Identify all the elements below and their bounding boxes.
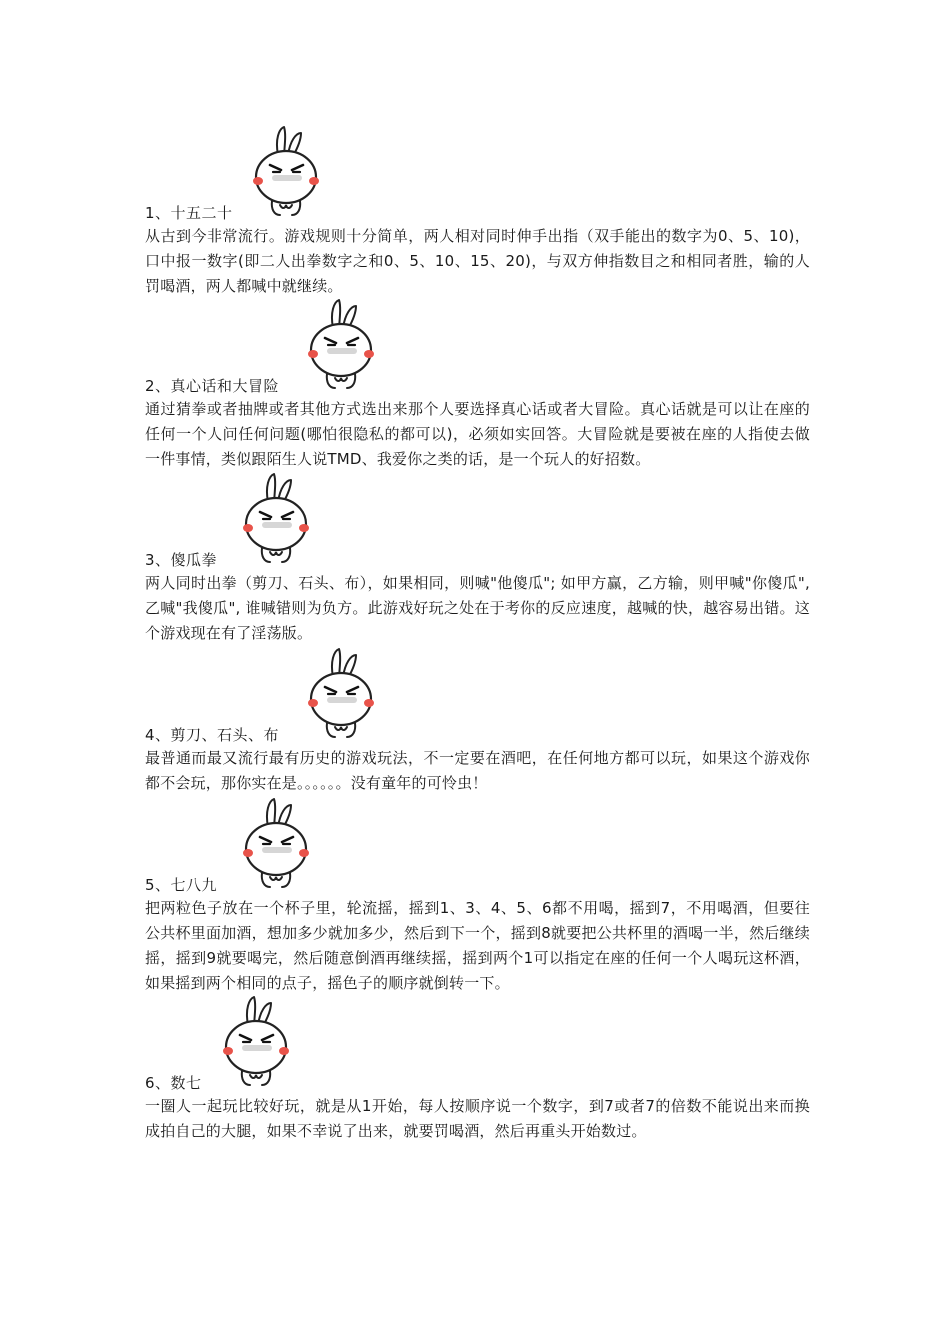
- section-6: [145, 995, 810, 1155]
- section-heading: 3、傻瓜拳: [145, 551, 218, 569]
- section-body: 从古到今非常流行。游戏规则十分简单，两人相对同时伸手出指（双手能出的数字为0、5、10)，口中报一数字(即二人出拳数字之和0、5、10、15、20)，与双方伸指数目之和相同者胜，输的人罚喝酒，两人都喊中就继续。: [145, 227, 810, 295]
- section-body: 两人同时出拳（剪刀、石头、布），如果相同，则喊"他傻瓜"; 如甲方赢，乙方输，则甲喊"你傻瓜", 乙喊"我傻瓜", 谁喊错则为负方。此游戏好玩之处在于考你的反应速度，越喊的快，越容易出错。这个游戏现在有了淫荡版。: [145, 574, 810, 642]
- section-5: [145, 797, 810, 997]
- section-heading: 2、真心话和大冒险: [145, 377, 280, 395]
- section-4: [145, 647, 810, 797]
- section-body: 一圈人一起玩比较好玩，就是从1开始，每人按顺序说一个数字，到7或者7的倍数不能说出来而换成拍自己的大腿，如果不幸说了出来，就要罚喝酒，然后再重头开始数过。: [145, 1097, 810, 1140]
- section-heading: 5、七八九: [145, 876, 218, 894]
- section-body: 最普通而最又流行最有历史的游戏玩法，不一定要在酒吧，在任何地方都可以玩，如果这个游戏你都不会玩，那你实在是。。。。。。没有童年的可怜虫！: [145, 749, 810, 792]
- section-1: [145, 125, 810, 300]
- section-heading: 1、十五二十: [145, 204, 233, 222]
- section-body: 通过猜拳或者抽牌或者其他方式选出来那个人要选择真心话或者大冒险。真心话就是可以让在座的任何一个人问任何问题(哪怕很隐私的都可以)，必须如实回答。大冒险就是要被在座的人指使去做一件事情，类似跟陌生人说TMD、我爱你之类的话，是一个玩人的好招数。: [145, 400, 810, 468]
- rabbit-sticker-icon: [238, 797, 310, 889]
- rabbit-sticker-icon: [218, 995, 290, 1087]
- section-2: [145, 298, 810, 473]
- section-body: 把两粒色子放在一个杯子里，轮流摇，摇到1、3、4、5、6都不用喝，摇到7，不用喝酒，但要往公共杯里面加酒，想加多少就加多少，然后到下一个，摇到8就要把公共杯里的酒喝一半，然后继续摇，摇到9就要喝完，然后随意倒酒再继续摇，摇到两个1可以指定在座的任何一个人喝玩这杯酒，如果摇到两个相同的点子，摇色子的顺序就倒转一下。: [145, 899, 810, 992]
- section-heading: 4、剪刀、石头、布: [145, 726, 280, 744]
- rabbit-sticker-icon: [303, 647, 375, 739]
- section-heading: 6、数七: [145, 1074, 202, 1092]
- rabbit-sticker-icon: [303, 298, 375, 390]
- section-3: [145, 472, 810, 647]
- rabbit-sticker-icon: [248, 125, 320, 217]
- rabbit-sticker-icon: [238, 472, 310, 564]
